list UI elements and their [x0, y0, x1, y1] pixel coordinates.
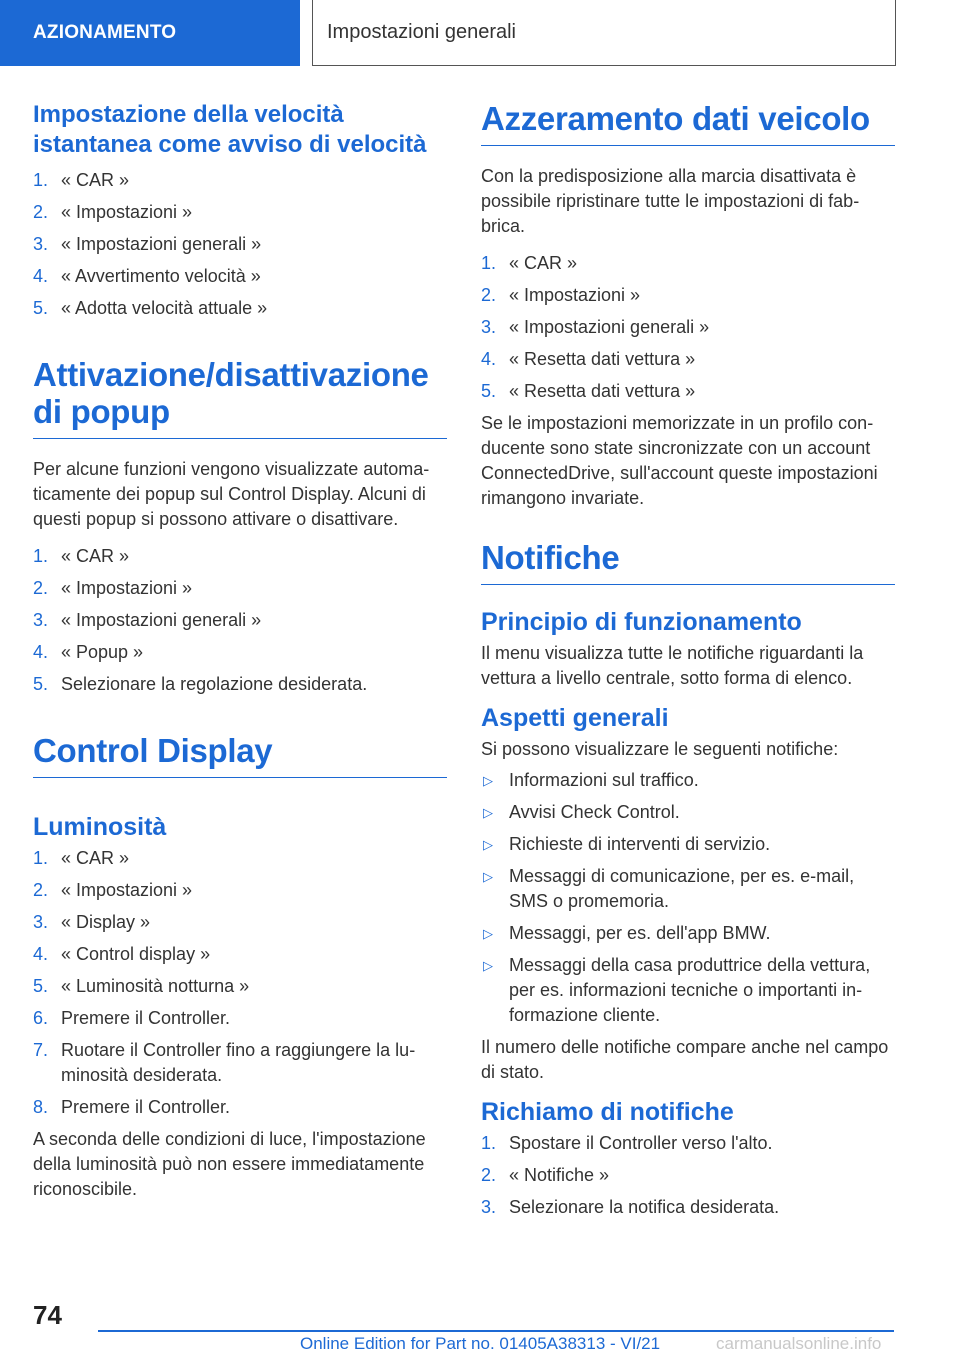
step-item	[33, 878, 447, 903]
step-text: « Impostazioni »	[509, 285, 641, 305]
footer-rule	[98, 1330, 894, 1332]
step-number: 2.	[33, 880, 49, 900]
step-text: « Impostazioni »	[61, 202, 193, 222]
step-number: 5.	[33, 674, 49, 694]
step-item	[33, 1038, 447, 1088]
step-item	[33, 168, 447, 193]
popup-intro: Per alcune funzioni vengono visualizzate automaticamente dei popup sul Control Display. Alcuni di questi popup si possono attivare o disattivare.	[33, 459, 430, 529]
watermark: carmanualsonline.info	[716, 1334, 882, 1353]
step-number: 2.	[481, 1165, 497, 1185]
page-number: 74	[33, 1300, 62, 1330]
recall-heading: Richiamo di notifiche	[481, 1098, 734, 1126]
step-item	[33, 608, 447, 633]
notifications-heading: Notifiche	[481, 539, 895, 585]
step-item	[33, 544, 447, 569]
step-text: « Impostazioni »	[61, 880, 193, 900]
general-heading: Aspetti generali	[481, 704, 669, 732]
step-number: 3.	[33, 610, 49, 630]
step-number: 7.	[33, 1040, 49, 1060]
general-bullets	[481, 768, 895, 1028]
step-text: « Control display »	[61, 944, 211, 964]
step-item	[33, 640, 447, 665]
principle-text: Il menu visualizza tutte le notifiche riguardanti la vettura a livello centrale, sotto forma di elenco.	[481, 643, 864, 688]
step-item	[481, 315, 895, 340]
bullet-text: Messaggi, per es. dell'app BMW.	[509, 923, 771, 943]
bullet-text: Messaggi della casa produttrice della vettura, per es. informazioni tecniche o importanti informazione cliente.	[509, 955, 871, 1025]
step-number: 6.	[33, 1008, 49, 1028]
step-item	[481, 379, 895, 404]
speed-warning-steps	[33, 168, 447, 321]
section-tab: AZIONAMENTO	[0, 0, 300, 66]
triangle-bullet-icon: ▷	[483, 773, 493, 788]
step-item	[33, 846, 447, 871]
step-text: « Resetta dati vettura »	[509, 349, 696, 369]
step-text: « CAR »	[509, 253, 578, 273]
step-number: 3.	[481, 1197, 497, 1217]
luminosity-note: A seconda delle condizioni di luce, l'impostazione della luminosità può non essere immediatamente riconoscibile.	[33, 1129, 426, 1199]
step-number: 4.	[481, 349, 497, 369]
step-number: 3.	[33, 234, 49, 254]
step-item	[33, 974, 447, 999]
step-number: 4.	[33, 944, 49, 964]
step-item	[33, 296, 447, 321]
step-text: « Impostazioni »	[61, 578, 193, 598]
step-number: 5.	[481, 381, 497, 401]
step-number: 3.	[481, 317, 497, 337]
step-number: 2.	[33, 578, 49, 598]
speed-warning-heading: Impostazione della velocità istantanea come avviso di velocità	[33, 101, 427, 158]
reset-intro: Con la predisposizione alla marcia disattivata è possibile ripristinare tutte le impostazioni di fabbrica.	[481, 166, 860, 236]
control-display-heading: Control Display	[33, 732, 447, 778]
step-text: Selezionare la regolazione desiderata.	[61, 674, 368, 694]
step-text: « Avvertimento velocità »	[61, 266, 261, 286]
bullet-item	[481, 832, 895, 857]
step-item	[33, 910, 447, 935]
bullet-text: Informazioni sul traffico.	[509, 770, 699, 790]
left-column	[33, 100, 447, 1214]
step-item	[33, 672, 447, 697]
step-item	[481, 347, 895, 372]
step-item	[481, 1195, 895, 1220]
step-text: Premere il Controller.	[61, 1097, 231, 1117]
reset-heading: Azzeramento dati veicolo	[481, 100, 895, 146]
step-text: Premere il Controller.	[61, 1008, 231, 1028]
page-header	[0, 0, 960, 66]
popup-steps	[33, 544, 447, 697]
step-item	[481, 1163, 895, 1188]
reset-steps	[481, 251, 895, 404]
bullet-item	[481, 864, 895, 914]
step-item	[481, 1131, 895, 1156]
step-number: 5.	[33, 976, 49, 996]
step-number: 1.	[481, 253, 497, 273]
triangle-bullet-icon: ▷	[483, 958, 493, 973]
triangle-bullet-icon: ▷	[483, 837, 493, 852]
step-number: 2.	[481, 285, 497, 305]
bullet-item	[481, 921, 895, 946]
step-text: Spostare il Controller verso l'alto.	[509, 1133, 773, 1153]
step-text: « Popup »	[61, 642, 144, 662]
chapter-title: Impostazioni generali	[312, 0, 896, 66]
step-item	[33, 576, 447, 601]
general-intro: Si possono visualizzare le seguenti notifiche:	[481, 739, 839, 759]
step-number: 1.	[33, 546, 49, 566]
step-number: 3.	[33, 912, 49, 932]
step-text: « Impostazioni generali »	[61, 234, 262, 254]
edition-text: Online Edition for Part no. 01405A38313 - VI/21	[300, 1334, 661, 1353]
step-item	[481, 283, 895, 308]
step-text: « Impostazioni generali »	[509, 317, 710, 337]
step-number: 5.	[33, 298, 49, 318]
bullet-text: Messaggi di comunicazione, per es. e-mail, SMS o promemoria.	[509, 866, 855, 911]
popup-heading: Attivazione/disattivazione di popup	[33, 356, 447, 439]
triangle-bullet-icon: ▷	[483, 869, 493, 884]
step-text: « CAR »	[61, 848, 130, 868]
step-text: « Notifiche »	[509, 1165, 610, 1185]
step-number: 4.	[33, 642, 49, 662]
bullet-item	[481, 953, 895, 1028]
step-item	[33, 232, 447, 257]
luminosity-heading: Luminosità	[33, 813, 167, 841]
bullet-item	[481, 800, 895, 825]
step-number: 1.	[33, 170, 49, 190]
bullet-text: Richieste di interventi di servizio.	[509, 834, 771, 854]
step-number: 4.	[33, 266, 49, 286]
step-number: 1.	[33, 848, 49, 868]
step-text: Selezionare la notifica desiderata.	[509, 1197, 780, 1217]
step-number: 1.	[481, 1133, 497, 1153]
step-text: « Display »	[61, 912, 151, 932]
step-item	[33, 942, 447, 967]
right-column	[481, 100, 895, 1227]
step-item	[33, 1006, 447, 1031]
step-text: « Resetta dati vettura »	[509, 381, 696, 401]
step-text: « Luminosità notturna »	[61, 976, 250, 996]
step-text: Ruotare il Controller fino a raggiungere la luminosità desiderata.	[61, 1040, 416, 1085]
principle-heading: Principio di funzionamento	[481, 608, 802, 636]
luminosity-steps	[33, 846, 447, 1120]
triangle-bullet-icon: ▷	[483, 926, 493, 941]
step-item	[481, 251, 895, 276]
step-text: « Impostazioni generali »	[61, 610, 262, 630]
bullet-text: Avvisi Check Control.	[509, 802, 680, 822]
step-text: « CAR »	[61, 546, 130, 566]
step-item	[33, 200, 447, 225]
step-text: « CAR »	[61, 170, 130, 190]
step-text: « Adotta velocità attuale »	[61, 298, 268, 318]
recall-steps	[481, 1131, 895, 1220]
step-number: 2.	[33, 202, 49, 222]
reset-note: Se le impostazioni memorizzate in un profilo conducente sono state sincronizzate con un account ConnectedDrive, sull'account queste impostazioni rimangono invariate.	[481, 413, 878, 508]
step-number: 8.	[33, 1097, 49, 1117]
triangle-bullet-icon: ▷	[483, 805, 493, 820]
bullet-item	[481, 768, 895, 793]
step-item	[33, 1095, 447, 1120]
general-note: Il numero delle notifiche compare anche nel campo di stato.	[481, 1037, 889, 1082]
step-item	[33, 264, 447, 289]
